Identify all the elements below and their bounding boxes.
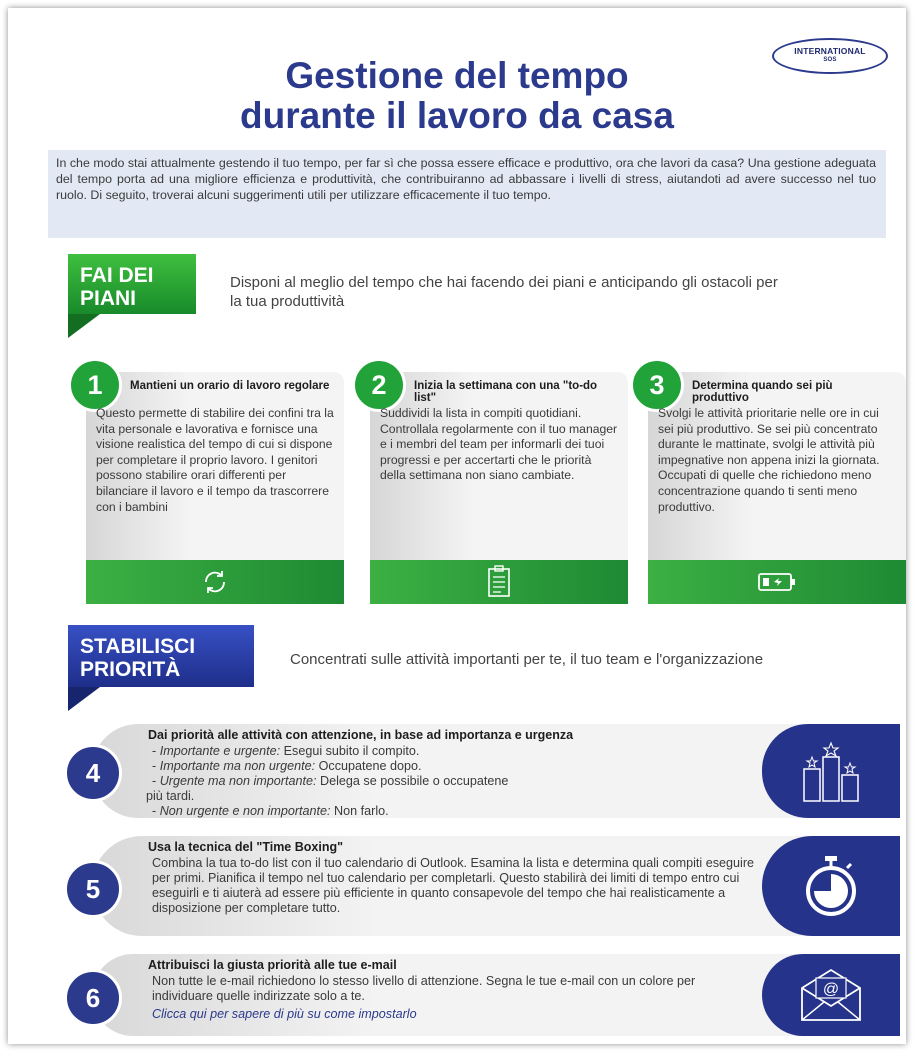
tip-icon-bar — [86, 560, 344, 604]
tip-title: Mantieni un orario di lavoro regolare — [130, 380, 330, 392]
tip-title: Dai priorità alle attività con attenzione, in base ad importanza e urgenza — [148, 728, 574, 742]
list-item: - Importante e urgente: Esegui subito il compito. — [152, 744, 420, 758]
row-icon-panel — [762, 836, 900, 936]
tip-body: Suddividi la lista in compiti quotidiani. Controllala regolarmente con il tuo manager e i membri del team per informarli dei tuoi progressi e per accertarti che le priorità della settimana non siano cambiate. — [380, 406, 618, 483]
list-item: più tardi. — [146, 789, 195, 803]
tip-number: 3 — [630, 358, 684, 412]
stopwatch-icon — [801, 854, 861, 918]
section-label-priorities: STABILISCI PRIORITÀ — [68, 625, 254, 687]
section-description-priorities: Concentrati sulle attività importanti per te, il tuo team e l'organizzazione — [290, 651, 764, 668]
tip-title: Determina quando sei più produttivo — [692, 380, 833, 404]
tip-title: Inizia la settimana con una "to-do list" — [414, 380, 598, 404]
tip-body: Svolgi le attività prioritarie nelle ore in cui sei più produttivo. Se sei più concentrato durante le mattinate, svolgi le attività più impegnative non appena inizi la giornata. Occupati di quelle che richiedono meno concentrazione quando ti senti meno produttivo. — [658, 406, 880, 514]
tip-number: 2 — [352, 358, 406, 412]
tip-card-3 — [648, 369, 906, 604]
list-item: - Importante ma non urgente: Occupatene dopo. — [152, 759, 422, 773]
section-label-plans: FAI DEI PIANI — [68, 254, 196, 314]
list-item: - Non urgente e non importante: Non farlo. — [152, 804, 389, 818]
tip-card-1 — [86, 369, 344, 604]
priority-row-4 — [85, 724, 900, 818]
row-icon-panel — [762, 954, 900, 1036]
tip-number: 6 — [64, 969, 122, 1027]
page-title: Gestione del tempo durante il lavoro da casa — [240, 55, 674, 136]
tip-body — [146, 744, 792, 819]
intro-paragraph: In che modo stai attualmente gestendo il tuo tempo, per far sì che possa essere efficace e produttivo, ora che lavori da casa? Una gestione adeguata del tempo porta ad una migliore efficienza e produttività, che contribuiranno ad abbassare i livelli di stress, aiutandoti ad avere successo nel tuo ruolo. Di seguito, troverai alcuni suggerimenti utili per utilizzare efficacemente il tuo tempo. — [48, 150, 886, 238]
podium-icon — [796, 739, 866, 803]
international-sos-logo: INTERNATIONAL SOS — [772, 38, 888, 74]
infographic-page — [8, 8, 906, 1044]
settings-help-link[interactable]: Clicca qui per sapere di più su come impostarlo — [152, 1007, 417, 1021]
section-description-plans: Disponi al meglio del tempo che hai facendo dei piani e anticipando gli ostacoli per la tua produttività — [230, 274, 778, 310]
battery-icon — [757, 571, 797, 593]
priority-row-5 — [85, 836, 900, 936]
tip-number: 1 — [68, 358, 122, 412]
tip-body: Non tutte le e-mail richiedono lo stesso livello di attenzione. Segna le tue e-mail con un colore per individuare quelle indirizzate solo a te. Clicca qui per sapere di più su come impostarlo — [152, 974, 752, 1022]
section-label-fold — [68, 314, 100, 338]
section-label-fold — [68, 687, 100, 711]
tip-body: Questo permette di stabilire dei confini tra la vita personale e lavorativa e fornisce una visione realistica del tempo di cui si dispone per completare il proprio lavoro. I genitori possono stabilire orari differenti per bilanciare il lavoro e il tempo da trascorrere con i bambini — [96, 406, 334, 514]
tip-body: Combina la tua to-do list con il tuo calendario di Outlook. Esamina la lista e determina quali compiti eseguire per primi. Pianifica il tempo nel tuo calendario per completarli. Questo stabilirà dei limiti di tempo entro cui eseguirli e ti aiuterà ad essere più efficiente in quanto consapevole del tempo che hai realisticamente a disposizione per completare tutto. — [152, 856, 755, 915]
tip-number: 4 — [64, 744, 122, 802]
clipboard-icon — [484, 565, 514, 599]
tip-icon-bar — [370, 560, 628, 604]
tip-number: 5 — [64, 860, 122, 918]
list-item: - Urgente ma non importante: Delega se possibile o occupatene — [152, 774, 509, 788]
tip-icon-bar — [648, 560, 906, 604]
tip-title: Usa la tecnica del "Time Boxing" — [148, 840, 344, 854]
email-icon — [796, 966, 866, 1024]
svg-text:@: @ — [822, 981, 840, 998]
priority-row-6 — [85, 954, 900, 1036]
refresh-icon — [200, 567, 230, 597]
tip-card-2 — [370, 369, 628, 604]
row-icon-panel — [762, 724, 900, 818]
tip-title: Attribuisci la giusta priorità alle tue e-mail — [148, 958, 397, 972]
